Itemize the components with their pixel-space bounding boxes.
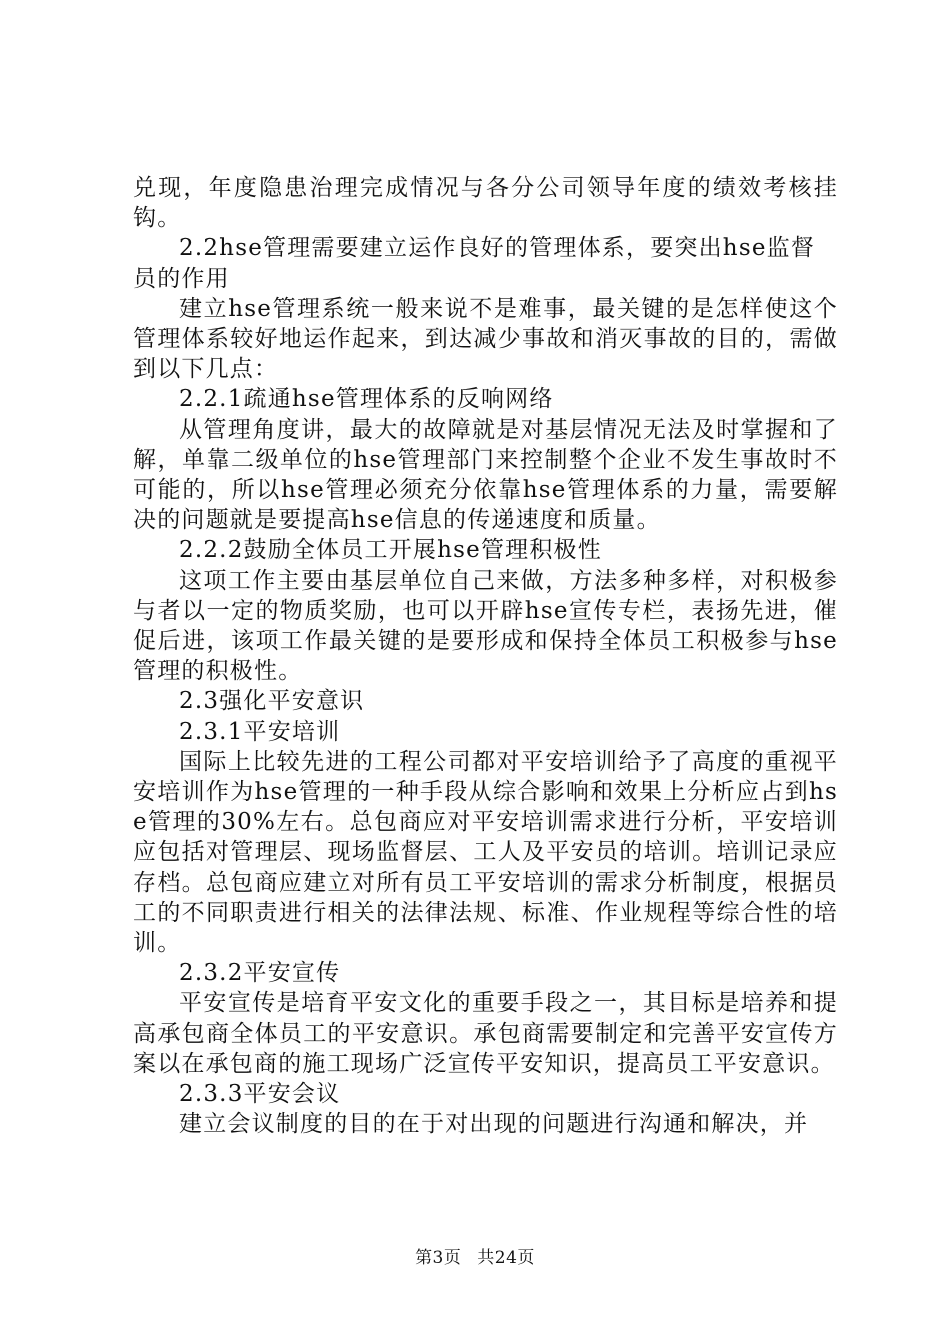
paragraph: 从管理角度讲，最大的故障就是对基层情况无法及时掌握和了解，单靠二级单位的hse管理部门来控制整个企业不发生事故时不可能的，所以hse管理必须充分依靠hse管理体系的力量，需要解决的问题就是要提高hse信息的传递速度和质量。 [133, 416, 838, 534]
section-heading: 2.2hse管理需要建立运作良好的管理体系，要突出hse监督员的作用 [133, 235, 816, 292]
document-body [133, 173, 838, 1140]
section-heading: 2.3强化平安意识 [179, 688, 365, 715]
total-pages: 共24页 [477, 1248, 535, 1268]
paragraph: 国际上比较先进的工程公司都对平安培训给予了高度的重视平安培训作为hse管理的一种手段从综合影响和效果上分析应占到hse管理的30%左右。总包商应对平安培训需求进行分析，平安培训应包括对管理层、现场监督层、工人及平安员的培训。培训记录应存档。总包商应建立对所有员工平安培训的需求分析制度，根据员工的不同职责进行相关的法律法规、标准、作业规程等综合性的培训。 [133, 748, 838, 957]
paragraph: 建立会议制度的目的在于对出现的问题进行沟通和解决，并 [179, 1111, 809, 1138]
section-heading: 2.2.1疏通hse管理体系的反响网络 [179, 386, 554, 413]
paragraph: 兑现，年度隐患治理完成情况与各分公司领导年度的绩效考核挂钩。 [133, 175, 838, 232]
paragraph: 这项工作主要由基层单位自己来做，方法多种多样，对积极参与者以一定的物质奖励，也可以开辟hse宣传专栏，表扬先进，催促后进，该项工作最关键的是要形成和保持全体员工积极参与hse管理的积极性。 [133, 567, 838, 685]
section-heading: 2.3.1平安培训 [179, 718, 341, 745]
section-heading: 2.2.2鼓励全体员工开展hse管理积极性 [179, 537, 602, 564]
section-heading: 2.3.2平安宣传 [179, 960, 341, 987]
paragraph: 平安宣传是培育平安文化的重要手段之一，其目标是培养和提高承包商全体员工的平安意识。承包商需要制定和完善平安宣传方案以在承包商的施工现场广泛宣传平安知识，提高员工平安意识。 [133, 990, 838, 1077]
page-number: 第3页 [415, 1248, 462, 1268]
section-heading: 2.3.3平安会议 [179, 1081, 341, 1108]
paragraph: 建立hse管理系统一般来说不是难事，最关键的是怎样使这个管理体系较好地运作起来，到达减少事故和消灭事故的目的，需做到以下几点： [133, 295, 838, 383]
page-footer [0, 1243, 950, 1268]
